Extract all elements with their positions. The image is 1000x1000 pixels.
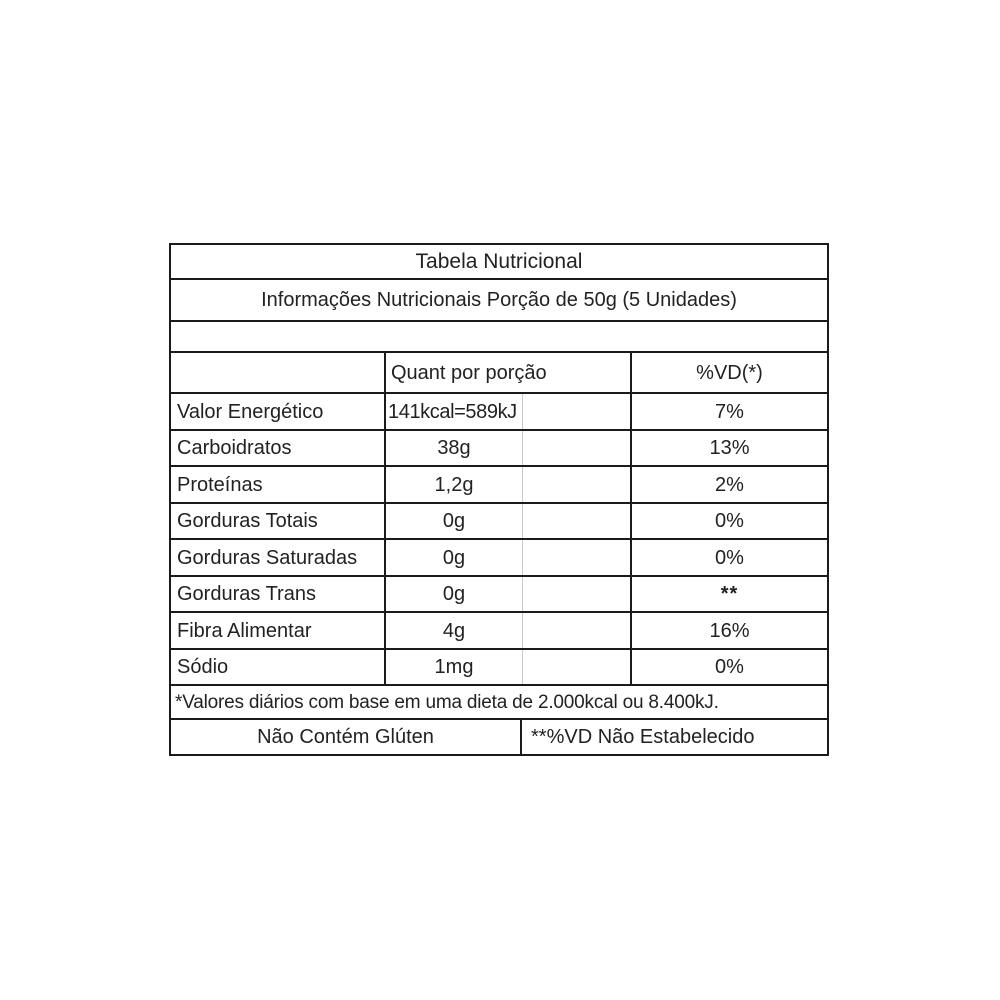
nutrient-quantity: 1,2g xyxy=(386,467,523,502)
empty-subcell xyxy=(523,504,630,538)
header-quantity-cell: Quant por porção xyxy=(386,353,632,392)
nutrient-dv: 0% xyxy=(715,656,744,678)
nutrient-dv: 16% xyxy=(709,619,750,642)
nutrient-quantity: 141kcal=589kJ xyxy=(386,394,523,429)
column-header-row xyxy=(171,353,827,394)
table-title: Tabela Nutricional xyxy=(415,250,583,273)
table-title-row xyxy=(171,245,827,280)
dv-not-established-note: **%VD Não Estabelecido xyxy=(531,726,755,748)
empty-subcell xyxy=(523,540,630,575)
nutrient-quantity: 0g xyxy=(386,504,523,538)
nutrient-label: Valor Energético xyxy=(171,394,386,429)
daily-values-footnote: *Valores diários com base em uma dieta de 2.000kcal ou 8.400kJ. xyxy=(171,686,827,720)
nutrient-dv: 7% xyxy=(715,400,744,423)
nutrient-dv: 2% xyxy=(715,473,744,496)
empty-subcell xyxy=(523,613,630,648)
empty-subcell xyxy=(523,431,630,465)
gluten-note: Não Contém Glúten xyxy=(171,720,522,754)
nutrient-dv: 0% xyxy=(715,510,744,532)
header-dv-cell: %VD(*) xyxy=(696,361,763,384)
nutrient-label: Fibra Alimentar xyxy=(171,613,386,648)
header-nutrient-cell xyxy=(171,353,386,392)
table-row-carboidratos xyxy=(171,431,827,467)
table-row-proteinas xyxy=(171,467,827,504)
nutrient-label: Gorduras Trans xyxy=(171,577,386,611)
table-row-fibra-alimentar xyxy=(171,613,827,650)
empty-subcell xyxy=(523,577,630,611)
nutrient-label: Gorduras Saturadas xyxy=(171,540,386,575)
table-row-sodio xyxy=(171,650,827,686)
table-row-gorduras-saturadas xyxy=(171,540,827,577)
empty-subcell xyxy=(523,467,630,502)
empty-subcell xyxy=(523,650,630,684)
nutrient-dv: ** xyxy=(720,583,739,605)
nutrient-quantity: 0g xyxy=(386,540,523,575)
nutrient-quantity: 4g xyxy=(386,613,523,648)
nutrient-label: Proteínas xyxy=(171,467,386,502)
table-row-gorduras-trans xyxy=(171,577,827,613)
nutrition-table xyxy=(169,243,829,756)
nutrient-label: Sódio xyxy=(171,650,386,684)
nutrient-dv: 0% xyxy=(715,546,744,569)
nutrient-quantity: 1mg xyxy=(386,650,523,684)
table-row-gorduras-totais xyxy=(171,504,827,540)
spacer-row xyxy=(171,322,827,353)
nutrient-quantity: 0g xyxy=(386,577,523,611)
nutrient-label: Carboidratos xyxy=(171,431,386,465)
empty-subcell xyxy=(523,394,630,429)
footer-row xyxy=(171,720,827,754)
nutrient-dv: 13% xyxy=(709,437,750,459)
table-row-valor-energetico xyxy=(171,394,827,431)
nutrient-quantity: 38g xyxy=(386,431,523,465)
serving-info: Informações Nutricionais Porção de 50g (5 Unidades) xyxy=(261,289,737,311)
serving-info-row xyxy=(171,280,827,322)
nutrient-label: Gorduras Totais xyxy=(171,504,386,538)
